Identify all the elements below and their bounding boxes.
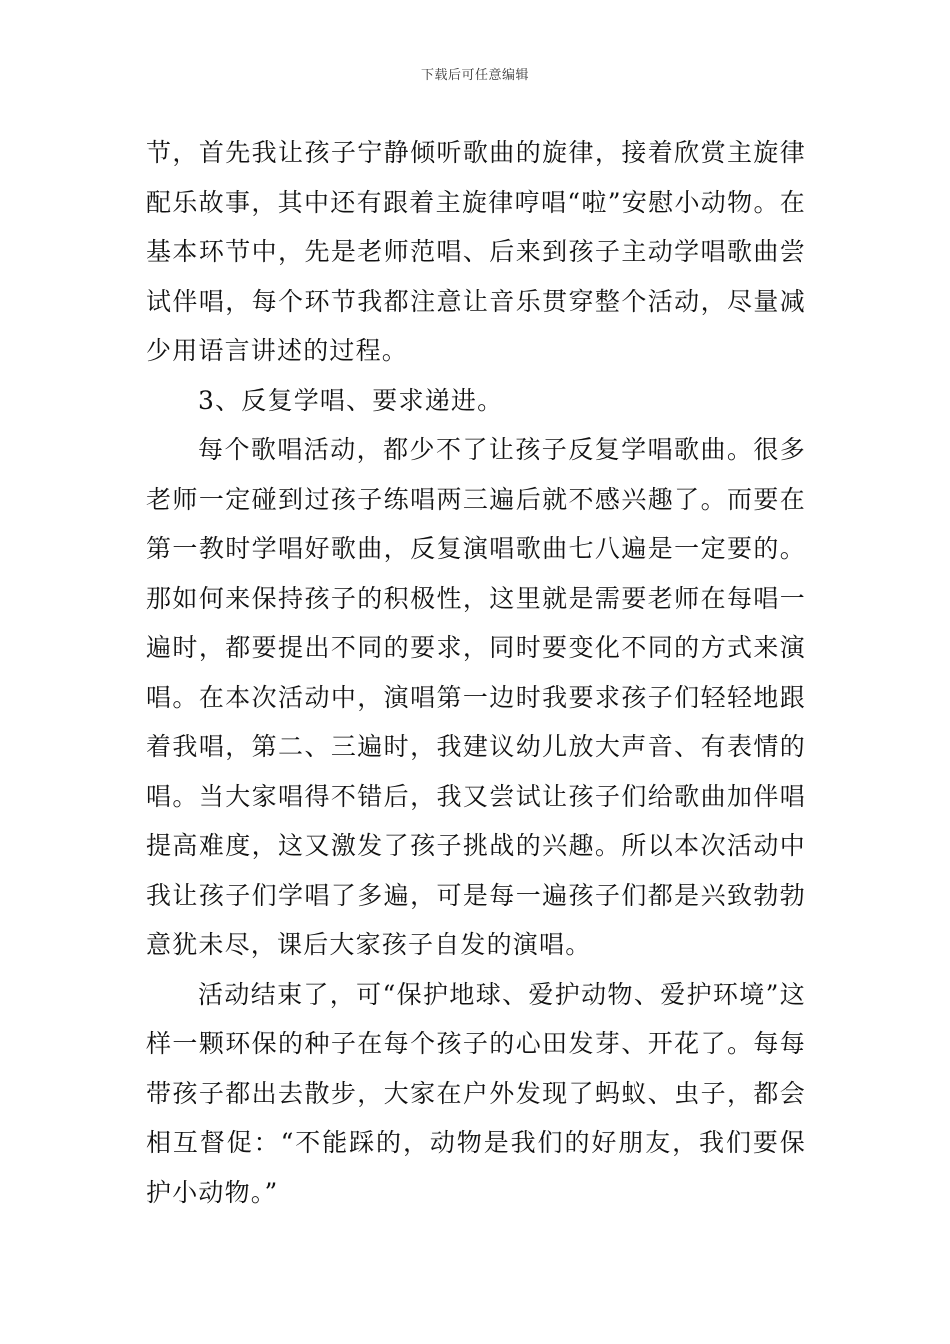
document-body [146, 128, 806, 1217]
section-heading: 3、反复学唱、要求递进。 [198, 385, 504, 415]
paragraph-repeat-singing: 每个歌唱活动，都少不了让孩子反复学唱歌曲。很多老师一定碰到过孩子练唱两三遍后就不感兴趣了。而要在第一教时学唱好歌曲，反复演唱歌曲七八遍是一定要的。那如何来保持孩子的积极性，这里就是需要老师在每唱一遍时，都要提出不同的要求，同时要变化不同的方式来演唱。在本次活动中，演唱第一边时我要求孩子们轻轻地跟着我唱，第二、三遍时，我建议幼儿放大声音、有表情的唱。当大家唱得不错后，我又尝试让孩子们给歌曲加伴唱提高难度，这又激发了孩子挑战的兴趣。所以本次活动中我让孩子们学唱了多遍，可是每一遍孩子们都是兴致勃勃意犹未尽，课后大家孩子自发的演唱。 [146, 435, 806, 959]
paragraph-conclusion: 活动结束了，可“保护地球、爱护动物、爱护环境”这样一颗环保的种子在每个孩子的心田发芽、开花了。每每带孩子都出去散步，大家在户外发现了蚂蚁、虫子，都会相互督促：“不能踩的，动物是我们的好朋友，我们要保护小动物。” [146, 979, 806, 1207]
paragraph-continued: 节，首先我让孩子宁静倾听歌曲的旋律，接着欣赏主旋律配乐故事，其中还有跟着主旋律哼唱“啦”安慰小动物。在基本环节中，先是老师范唱、后来到孩子主动学唱歌曲尝试伴唱，每个环节我都注意让音乐贯穿整个活动，尽量减少用语言讲述的过程。 [146, 138, 806, 365]
page-header: 下载后可任意编辑 [420, 68, 529, 83]
